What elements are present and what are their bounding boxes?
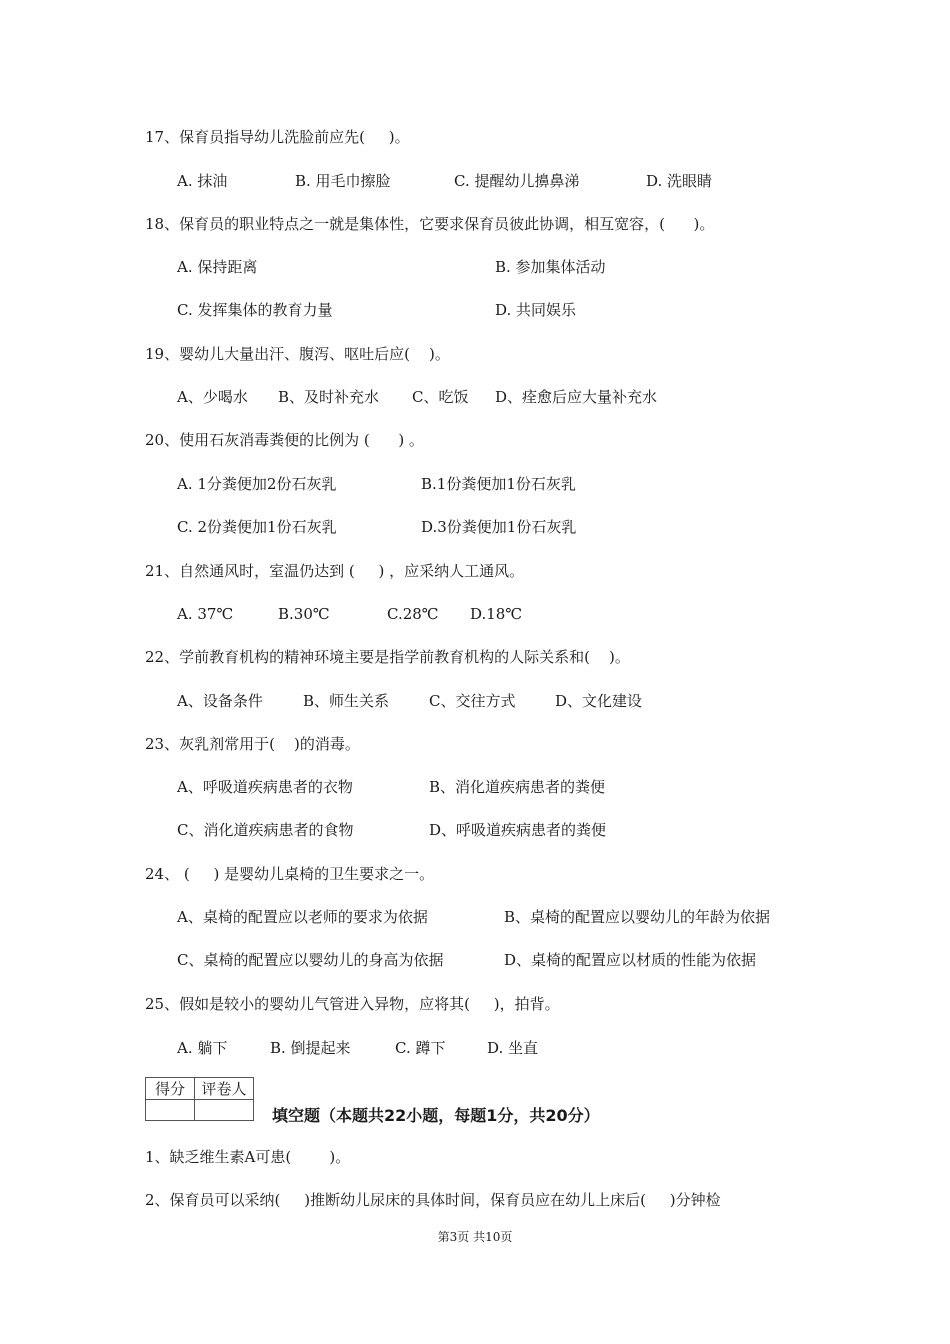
question-17-option-a: A. 抹油 bbox=[177, 172, 228, 190]
grader-label: 评卷人 bbox=[195, 1078, 254, 1100]
question-25-option-b: B. 倒提起来 bbox=[270, 1039, 351, 1057]
question-22-option-b: B、师生关系 bbox=[303, 692, 390, 710]
question-20-option-a: A. 1分粪便加2份石灰乳 bbox=[177, 475, 337, 493]
question-19-option-b: B、及时补充水 bbox=[278, 388, 380, 406]
question-17-stem: 17、保育员指导幼儿洗脸前应先( )。 bbox=[145, 128, 410, 146]
question-21-option-a: A. 37℃ bbox=[177, 605, 234, 623]
question-23-option-c: C、消化道疾病患者的食物 bbox=[177, 821, 354, 839]
score-cell bbox=[146, 1100, 195, 1121]
question-21-stem: 21、自然通风时，室温仍达到 ( ) ，应采纳人工通风。 bbox=[145, 562, 525, 580]
grader-cell bbox=[195, 1100, 254, 1121]
question-22-option-c: C、交往方式 bbox=[429, 692, 516, 710]
question-18-option-c: C. 发挥集体的教育力量 bbox=[177, 301, 333, 319]
question-20-option-c: C. 2份粪便加1份石灰乳 bbox=[177, 518, 337, 536]
question-24-option-d: D、桌椅的配置应以材质的性能为依据 bbox=[504, 951, 757, 969]
question-23-option-b: B、消化道疾病患者的粪便 bbox=[429, 778, 606, 796]
question-22-stem: 22、学前教育机构的精神环境主要是指学前教育机构的人际关系和( )。 bbox=[145, 648, 630, 666]
question-18-option-d: D. 共同娱乐 bbox=[495, 301, 577, 319]
question-24-option-a: A、桌椅的配置应以老师的要求为依据 bbox=[177, 908, 428, 926]
question-24-option-c: C、桌椅的配置应以婴幼儿的身高为依据 bbox=[177, 951, 444, 969]
question-19-option-d: D、痊愈后应大量补充水 bbox=[495, 388, 658, 406]
question-23-option-d: D、呼吸道疾病患者的粪便 bbox=[429, 821, 607, 839]
question-21-option-b: B.30℃ bbox=[278, 605, 330, 623]
question-17-option-d: D. 洗眼睛 bbox=[646, 172, 713, 190]
question-20-option-b: B.1份粪便加1份石灰乳 bbox=[421, 475, 576, 493]
page-footer: 第3页 共10页 bbox=[437, 1230, 513, 1244]
question-25-option-d: D. 坐直 bbox=[487, 1039, 539, 1057]
fill-question-2: 2、保育员可以采纳( )推断幼儿尿床的具体时间，保育员应在幼儿上床后( )分钟检 bbox=[145, 1191, 721, 1209]
question-19-option-a: A、少喝水 bbox=[177, 388, 248, 406]
question-24-stem: 24、 ( ) 是婴幼儿桌椅的卫生要求之一。 bbox=[145, 865, 435, 883]
question-25-stem: 25、假如是较小的婴幼儿气管进入异物，应将其( )，拍背。 bbox=[145, 995, 560, 1013]
question-18-option-a: A. 保持距离 bbox=[177, 258, 258, 276]
question-17-option-c: C. 提醒幼儿擤鼻涕 bbox=[454, 172, 580, 190]
question-19-option-c: C、吃饭 bbox=[412, 388, 469, 406]
question-19-stem: 19、婴幼儿大量出汗、腹泻、呕吐后应( )。 bbox=[145, 345, 450, 363]
question-24-option-b: B、桌椅的配置应以婴幼儿的年龄为依据 bbox=[504, 908, 771, 926]
question-18-stem: 18、保育员的职业特点之一就是集体性，它要求保育员彼此协调，相互宽容，( )。 bbox=[145, 215, 715, 233]
question-17-option-b: B. 用毛巾擦脸 bbox=[295, 172, 391, 190]
question-25-option-a: A. 躺下 bbox=[177, 1039, 228, 1057]
score-label: 得分 bbox=[146, 1078, 195, 1100]
question-21-option-d: D.18℃ bbox=[470, 605, 523, 623]
question-21-option-c: C.28℃ bbox=[387, 605, 439, 623]
question-22-option-d: D、文化建设 bbox=[555, 692, 643, 710]
question-20-option-d: D.3份粪便加1份石灰乳 bbox=[421, 518, 577, 536]
question-23-option-a: A、呼吸道疾病患者的衣物 bbox=[177, 778, 353, 796]
section-title: 填空题（本题共22小题，每题1分，共20分） bbox=[272, 1106, 600, 1125]
fill-question-1: 1、缺乏维生素A可患( )。 bbox=[145, 1148, 351, 1166]
score-box bbox=[145, 1077, 254, 1121]
question-18-option-b: B. 参加集体活动 bbox=[495, 258, 606, 276]
question-20-stem: 20、使用石灰消毒粪便的比例为 ( ) 。 bbox=[145, 431, 424, 449]
question-23-stem: 23、灰乳剂常用于( )的消毒。 bbox=[145, 735, 360, 753]
question-22-option-a: A、设备条件 bbox=[177, 692, 263, 710]
question-25-option-c: C. 蹲下 bbox=[395, 1039, 446, 1057]
